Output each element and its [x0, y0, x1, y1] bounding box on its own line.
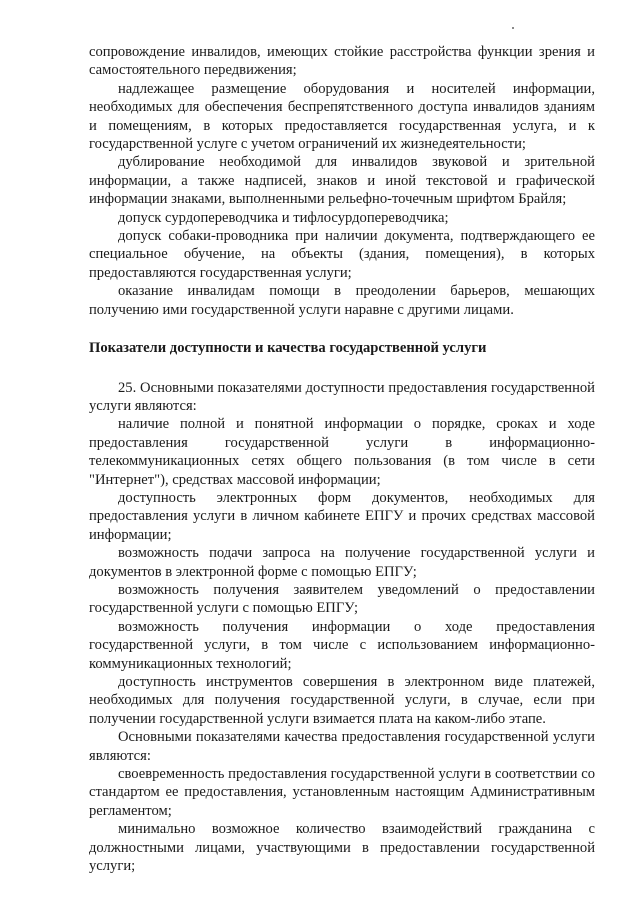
paragraph: своевременность предоставления государственной услуги в соответствии со стандартом ее предоставления, установленным настоящим Административным регламентом; — [89, 766, 595, 819]
paragraph: сопровождение инвалидов, имеющих стойкие расстройства функции зрения и самостоятельного передвижения; — [89, 44, 595, 79]
paragraph: надлежащее размещение оборудования и носителей информации, необходимых для обеспечения беспрепятственного доступа инвалидов зданиям и помещениям, в которых предоставляется государственная услуга, и к государственной услуге с учетом ограничений их жизнедеятельности; — [89, 80, 595, 153]
paragraph: наличие полной и понятной информации о порядке, сроках и ходе предоставления государственной услуги в информационно-телекоммуникационных сетях общего пользования (в том числе в сети "Интернет"), средствах массовой информации; — [89, 416, 595, 488]
paragraph: дублирование необходимой для инвалидов звуковой и зрительной информации, а также надписей, знаков и иной текстовой и графической информации знаками, выполненными рельефно-точечным шрифтом Брайля; — [89, 154, 595, 208]
paragraph: доступность инструментов совершения в электронном виде платежей, необходимых для получения государственной услуги, в случае, если при получении государственной услуги взимается плата на каком-либо этапе. — [89, 674, 595, 727]
paragraph: возможность подачи запроса на получение государственной услуги и документов в электронной форме с помощью ЕПГУ; — [89, 545, 595, 580]
paragraph: Основными показателями качества предоставления государственной услуги являются: — [89, 729, 595, 764]
paragraph: возможность получения заявителем уведомлений о предоставлении государственной услуги с помощью ЕПГУ; — [89, 581, 595, 617]
document-body — [89, 43, 595, 875]
paragraph: допуск сурдопереводчика и тифлосурдопереводчика; — [118, 209, 449, 226]
paragraph: доступность электронных форм документов, необходимых для предоставления услуги в личном кабинете ЕПГУ и прочих средствах массовой информации; — [89, 489, 595, 543]
paragraph: возможность получения информации о ходе предоставления государственной услуги, в том числе с использованием информационно-коммуникационных технологий; — [89, 618, 595, 672]
paragraph: оказание инвалидам помощи в преодолении барьеров, мешающих получению ими государственной услуги наравне с другими лицами. — [89, 283, 595, 318]
section-heading: Показатели доступности и качества государственной услуги — [89, 340, 487, 357]
paragraph: 25. Основными показателями доступности предоставления государственной услуги являются: — [89, 379, 595, 414]
scan-speck — [512, 27, 514, 29]
paragraph: минимально возможное количество взаимодействий гражданина с должностными лицами, участвующими в предоставлении государственной услуги; — [89, 821, 595, 875]
paragraph: допуск собаки-проводника при наличии документа, подтверждающего ее специальное обучение, на объекты (здания, помещения), в которых предоставляются государственная услуги; — [89, 228, 595, 281]
